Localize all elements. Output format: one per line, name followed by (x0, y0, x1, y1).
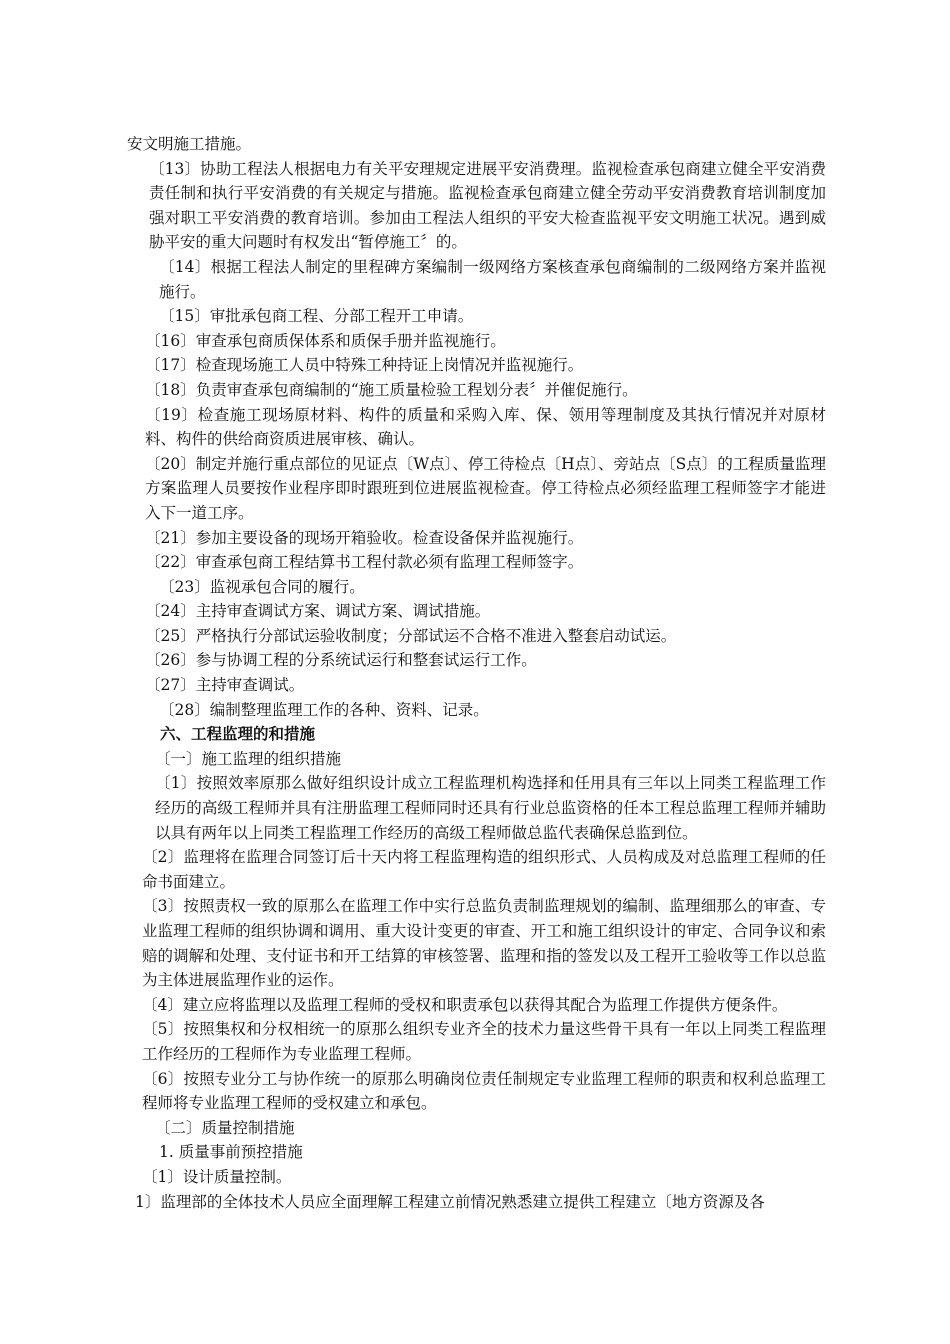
paragraph-item-19: 〔19〕检查施工现场原材料、构件的质量和采购入库、保、领用等理制度及其执行情况并对原材料、构件的供给商资质进展审核、确认。 (145, 405, 826, 449)
paragraph-item-24: 〔24〕主持审查调试方案、调试方案、调试措施。 (145, 602, 491, 621)
paragraph-org-2: 〔2〕监理将在监理合同签订后十天内将工程监理构造的组织形式、人员构成及对总监理工程师的任命书面建立。 (142, 848, 826, 891)
paragraph-item-22: 〔22〕审查承包商工程结算书工程付款必须有监理工程师签字。 (145, 553, 584, 572)
subsection-heading-1: 〔一〕施工监理的组织措施 (155, 749, 342, 768)
paragraph-design-quality: 〔1〕设计质量控制。 (142, 1167, 292, 1186)
paragraph-continuation: 安文明施工措施。 (127, 135, 252, 153)
paragraph-item-28: 〔28〕编制整理监理工作的各种、资料、记录。 (159, 700, 489, 719)
paragraph-item-23: 〔23〕监视承包合同的履行。 (159, 577, 365, 596)
paragraph-item-13: 〔13〕协助工程法人根据电力有关平安理规定进展平安消费理。监视检查承包商建立健全平安消费责任制和执行平安消费的有关规定与措施。监视检查承包商建立健全劳动平安消费教育培训制度加强对职工平安消费的教育培训。参加由工程法人组织的平安大检查监视平安文明施工状况。遇到威胁平安的重大问题时有权发出“暂停施工〞的。 (149, 159, 826, 252)
paragraph-item-14: 〔14〕根据工程法人制定的里程碑方案编制一级网络方案核查承包商编制的二级网络方案并监视施行。 (159, 257, 826, 301)
paragraph-design-quality-1: 1〕监理部的全体技术人员应全面理解工程建立前情况熟悉建立提供工程建立〔地方资源及各 (135, 1192, 765, 1211)
subsection-heading-2: 〔二〕质量控制措施 (155, 1118, 295, 1137)
paragraph-item-18: 〔18〕负责审查承包商编制的“施工质量检验工程划分表〞并催促施行。 (145, 380, 638, 399)
paragraph-org-4: 〔4〕建立应将监理以及监理工程师的受权和职责承包以获得其配合为监理工作提供方便条件。 (142, 995, 788, 1014)
paragraph-org-6: 〔6〕按照专业分工与协作统一的原那么明确岗位责任制规定专业监理工程师的职责和权利总监理工程师将专业监理工程师的受权建立和承包。 (142, 1069, 826, 1113)
paragraph-item-16: 〔16〕审查承包商质保体系和质保手册并监视施行。 (145, 331, 506, 350)
document-body (127, 132, 826, 1214)
paragraph-org-1: 〔1〕按照效率原那么做好组织设计成立工程监理机构选择和任用具有三年以上同类工程监理工作经历的高级工程师并具有注册监理工程师同时还具有行业总监资格的任本工程总监理工程师并辅助以具有两年以上同类工程监理工作经历的高级工程师做总监代表确保总监到位。 (155, 774, 826, 842)
paragraph-item-20: 〔20〕制定并施行重点部位的见证点〔W点〕、停工待检点〔H点〕、旁站点〔S点〕的工程质量监理方案监理人员要按作业程序即时跟班到位进展监视检查。停工待检点必须经监理工程师签字才能进入下一道工序。 (145, 454, 826, 522)
paragraph-org-5: 〔5〕按照集权和分权相统一的原那么组织专业齐全的技术力量这些骨干具有一年以上同类工程监理工作经历的工程师作为专业监理工程师。 (142, 1020, 826, 1063)
paragraph-item-21: 〔21〕参加主要设备的现场开箱验收。检查设备保并监视施行。 (145, 528, 584, 547)
sub-heading-quality-precontrol: 1. 质量事前预控措施 (159, 1143, 303, 1162)
paragraph-item-27: 〔27〕主持审查调试。 (145, 676, 305, 695)
paragraph-item-25: 〔25〕严格执行分部试运验收制度；分部试运不合格不准进入整套启动试运。 (145, 626, 677, 645)
paragraph-item-17: 〔17〕检查现场施工人员中特殊工种持证上岗情况并监视施行。 (145, 356, 584, 375)
paragraph-item-15: 〔15〕审批承包商工程、分部工程开工申请。 (159, 307, 474, 326)
section-heading-6: 六、工程监理的和措施 (160, 724, 316, 744)
paragraph-org-3: 〔3〕按照责权一致的原那么在监理工作中实行总监负责制监理规划的编制、监理细那么的审查、专业监理工程师的组织协调和调用、重大设计变更的审查、开工和施工组织设计的审定、合同争议和索赔的调解和处理、支付证书和开工结算的审核签署、监理和指的签发以及工程开工验收等工作以总监为主体进展监理作业的运作。 (142, 897, 826, 990)
paragraph-item-26: 〔26〕参与协调工程的分系统试运行和整套试运行工作。 (145, 651, 537, 670)
